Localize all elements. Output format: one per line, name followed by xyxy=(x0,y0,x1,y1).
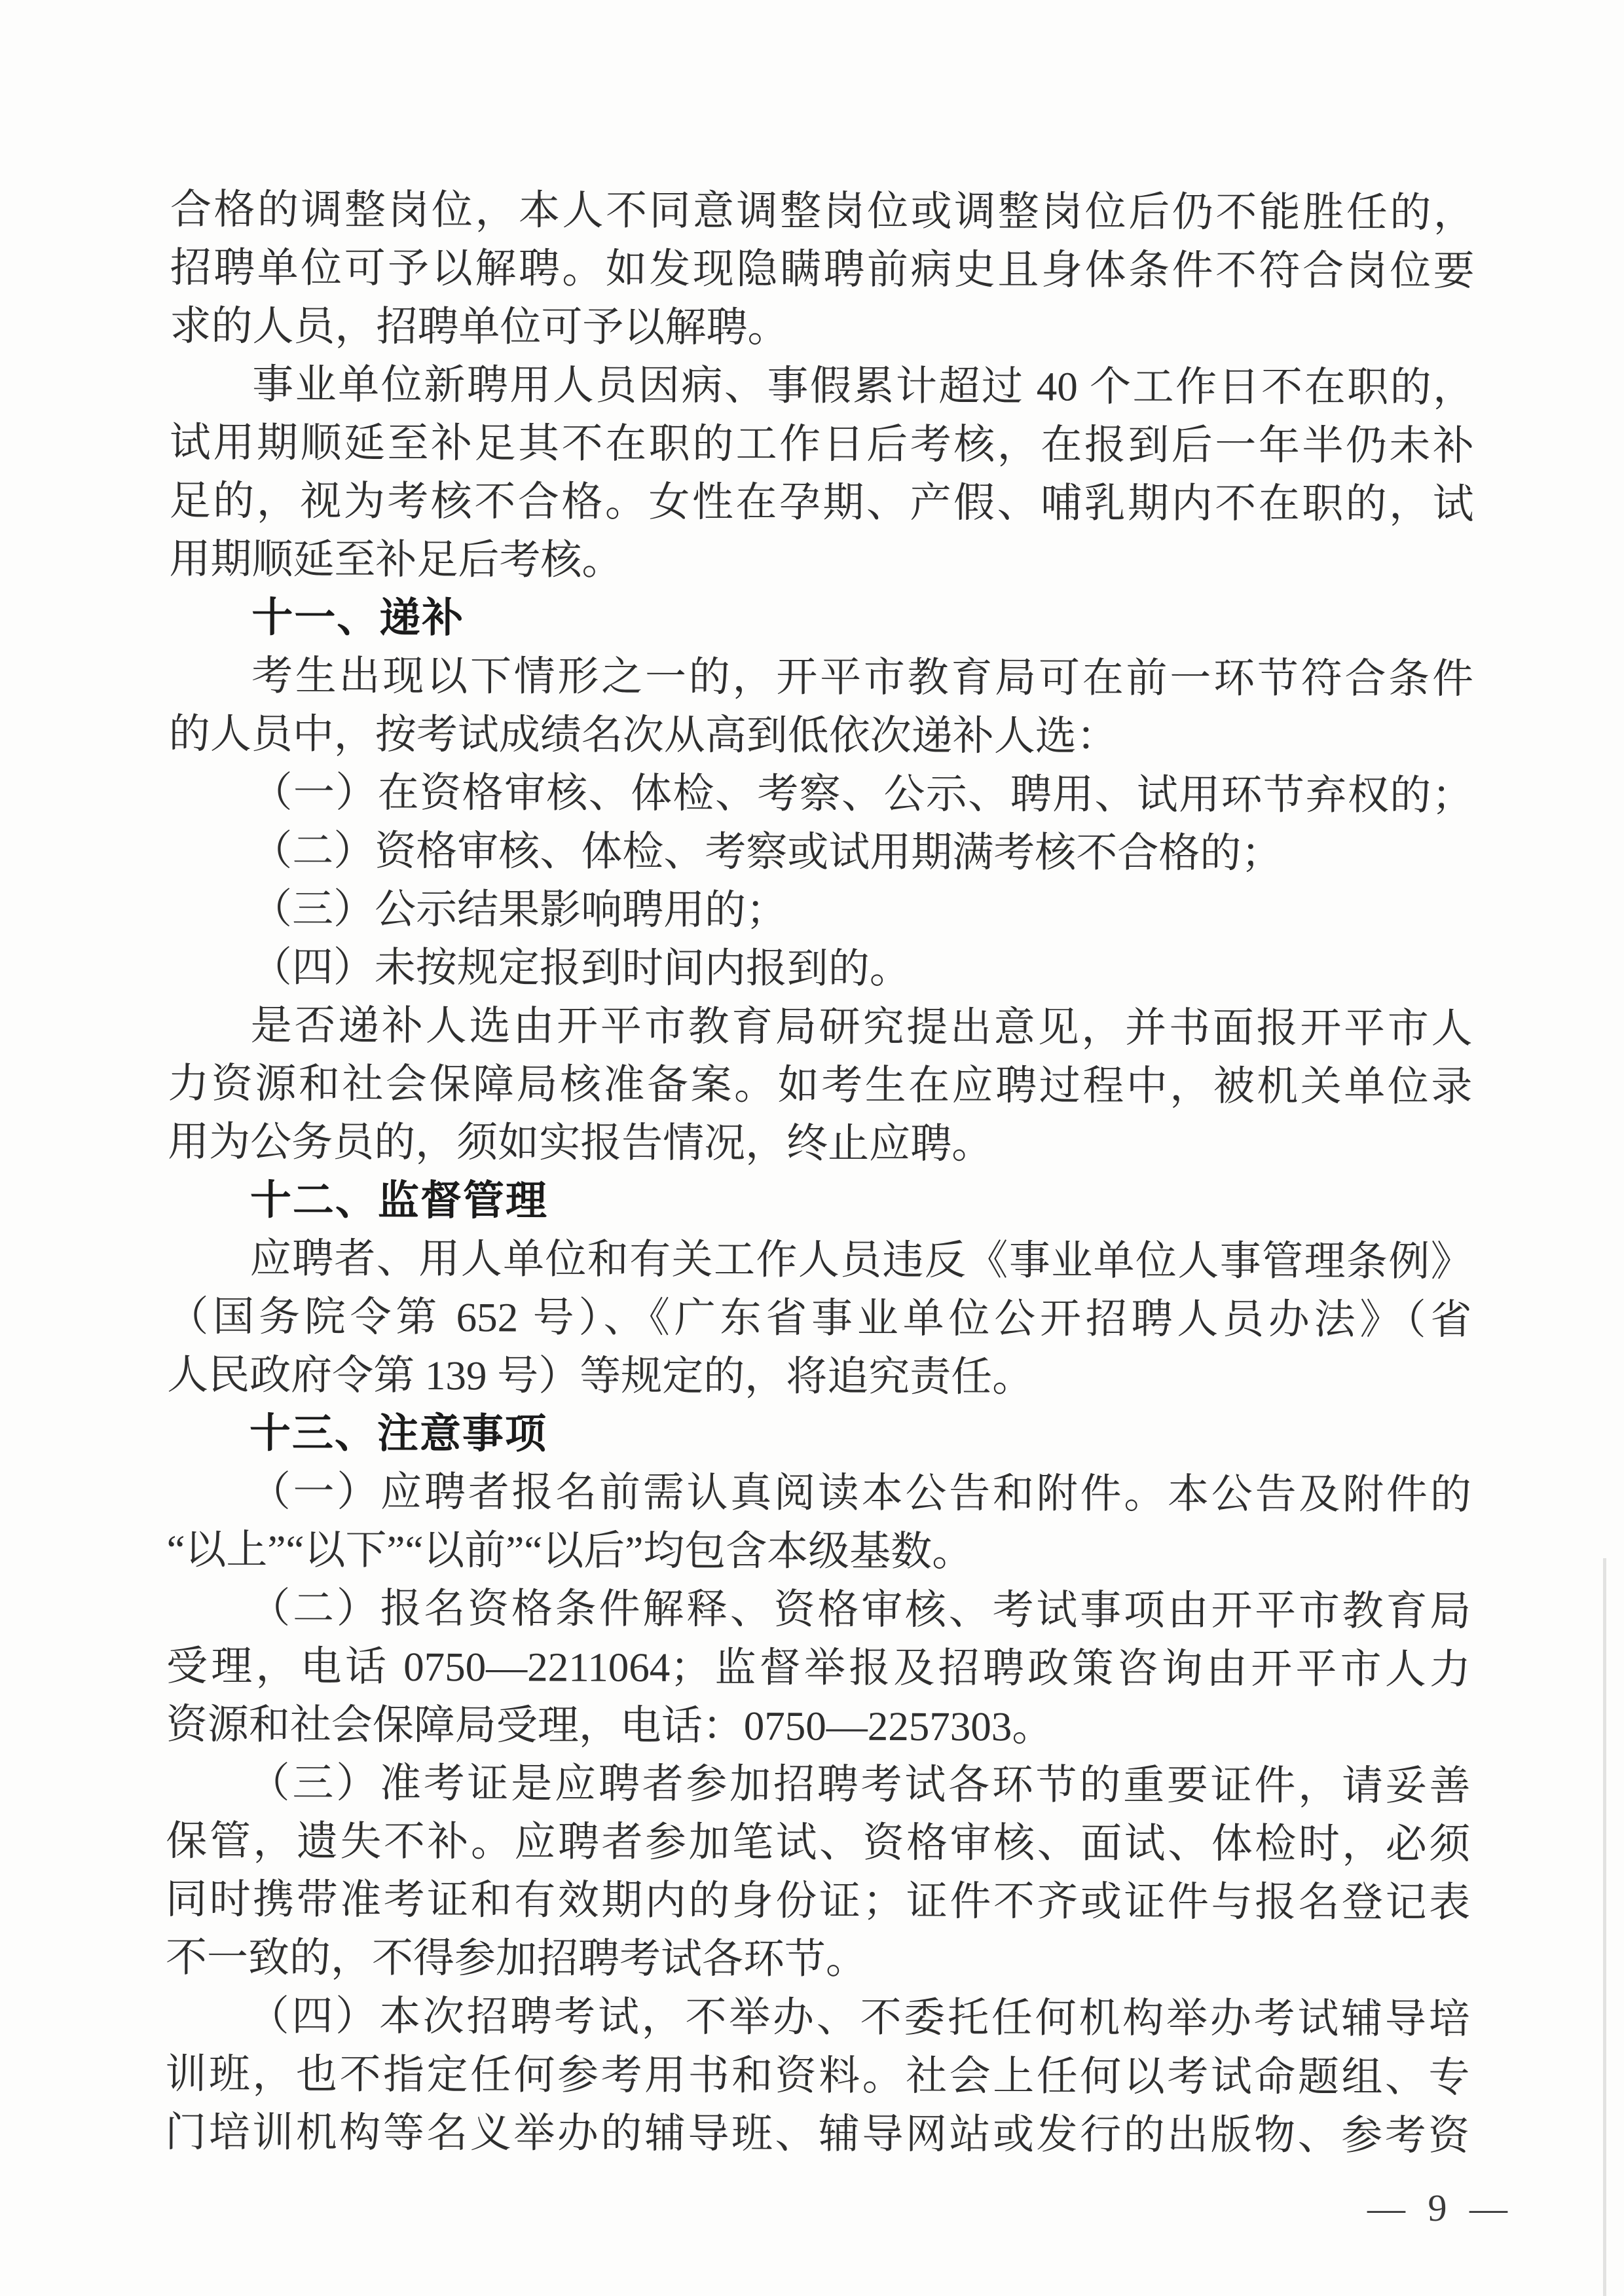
text-line: （三）公示结果影响聘用的； xyxy=(250,886,788,934)
text-line: 保管，遗失不补。应聘者参加笔试、资格审核、面试、体检时，必须 xyxy=(166,1817,1471,1868)
text-line: 的人员中，按考试成绩名次从高到低依次递补人选： xyxy=(168,710,1118,759)
document-text-block xyxy=(165,181,1475,2165)
text-line: 足的，视为考核不合格。女性在孕期、产假、哺乳期内不在职的，试 xyxy=(169,477,1474,528)
text-line: （一）应聘者报名前需认真阅读本公告和附件。本公告及附件的 xyxy=(249,1468,1471,1518)
text-line: （二）报名资格条件解释、资格审核、考试事项由开平市教育局 xyxy=(249,1585,1471,1635)
text-line: （四）未按规定报到时间内报到的。 xyxy=(250,944,911,992)
text-line: （二）资格审核、体检、考察或试用期满考核不合格的； xyxy=(251,828,1283,877)
text-line: 试用期顺延至补足其不在职的工作日后考核，在报到后一年半仍未补 xyxy=(169,419,1475,469)
section-heading: 十二、监督管理 xyxy=(249,1177,549,1224)
text-line: 人民政府令第 139 号）等规定的，将追究责任。 xyxy=(167,1351,1034,1400)
text-line: 求的人员，招聘单位可予以解聘。 xyxy=(170,302,789,351)
section-heading: 十一、递补 xyxy=(251,594,465,642)
text-line: 合格的调整岗位，本人不同意调整岗位或调整岗位后仍不能胜任的， xyxy=(170,186,1475,236)
text-line: 考生出现以下情形之一的，开平市教育局可在前一环节符合条件 xyxy=(251,653,1474,702)
text-line: 门培训机构等名义举办的辅导班、辅导网站或发行的出版物、参考资 xyxy=(165,2109,1470,2159)
text-line: 同时携带准考证和有效期内的身份证；证件不齐或证件与报名登记表 xyxy=(166,1876,1471,1926)
text-line: （一）在资格审核、体检、考察、公示、聘用、试用环节弃权的； xyxy=(251,769,1473,819)
text-line: 应聘者、用人单位和有关工作人员违反《事业单位人事管理条例》 xyxy=(249,1235,1472,1285)
page-number: — 9 — xyxy=(1367,2187,1514,2229)
text-line: “以上”“以下”“以前”“以后”均包含本级基数。 xyxy=(166,1526,974,1575)
text-line: 用为公务员的，须如实报告情况，终止应聘。 xyxy=(168,1118,993,1167)
text-line: （国务院令第 652 号）、《广东省事业单位公开招聘人员办法》（省 xyxy=(167,1293,1472,1343)
text-line: （四）本次招聘考试，不举办、不委托任何机构举办考试辅导培 xyxy=(248,1993,1470,2043)
scan-edge-artifact xyxy=(1603,1558,1606,2296)
text-line: 招聘单位可予以解聘。如发现隐瞒聘前病史且身体条件不符合岗位要 xyxy=(170,244,1475,295)
text-line: 用期顺延至补足后考核。 xyxy=(169,536,623,583)
text-line: 力资源和社会保障局核准备案。如考生在应聘过程中，被机关单位录 xyxy=(168,1060,1473,1110)
text-line: 事业单位新聘用人员因病、事假累计超过 40 个工作日不在职的， xyxy=(252,361,1475,411)
text-line: 训班，也不指定任何参考用书和资料。社会上任何以考试命题组、专 xyxy=(165,2050,1470,2101)
text-line: （三）准考证是应聘者参加招聘考试各环节的重要证件，请妥善 xyxy=(248,1760,1471,1810)
text-line: 不一致的，不得参加招聘考试各环节。 xyxy=(165,1934,867,1982)
text-line: 是否递补人选由开平市教育局研究提出意见，并书面报开平市人 xyxy=(250,1002,1473,1052)
section-heading: 十三、注意事项 xyxy=(249,1410,548,1457)
text-line: 受理，电话 0750—2211064；监督举报及招聘政策咨询由开平市人力 xyxy=(166,1643,1471,1693)
text-line: 资源和社会保障局受理，电话：0750—2257303。 xyxy=(166,1701,1054,1750)
